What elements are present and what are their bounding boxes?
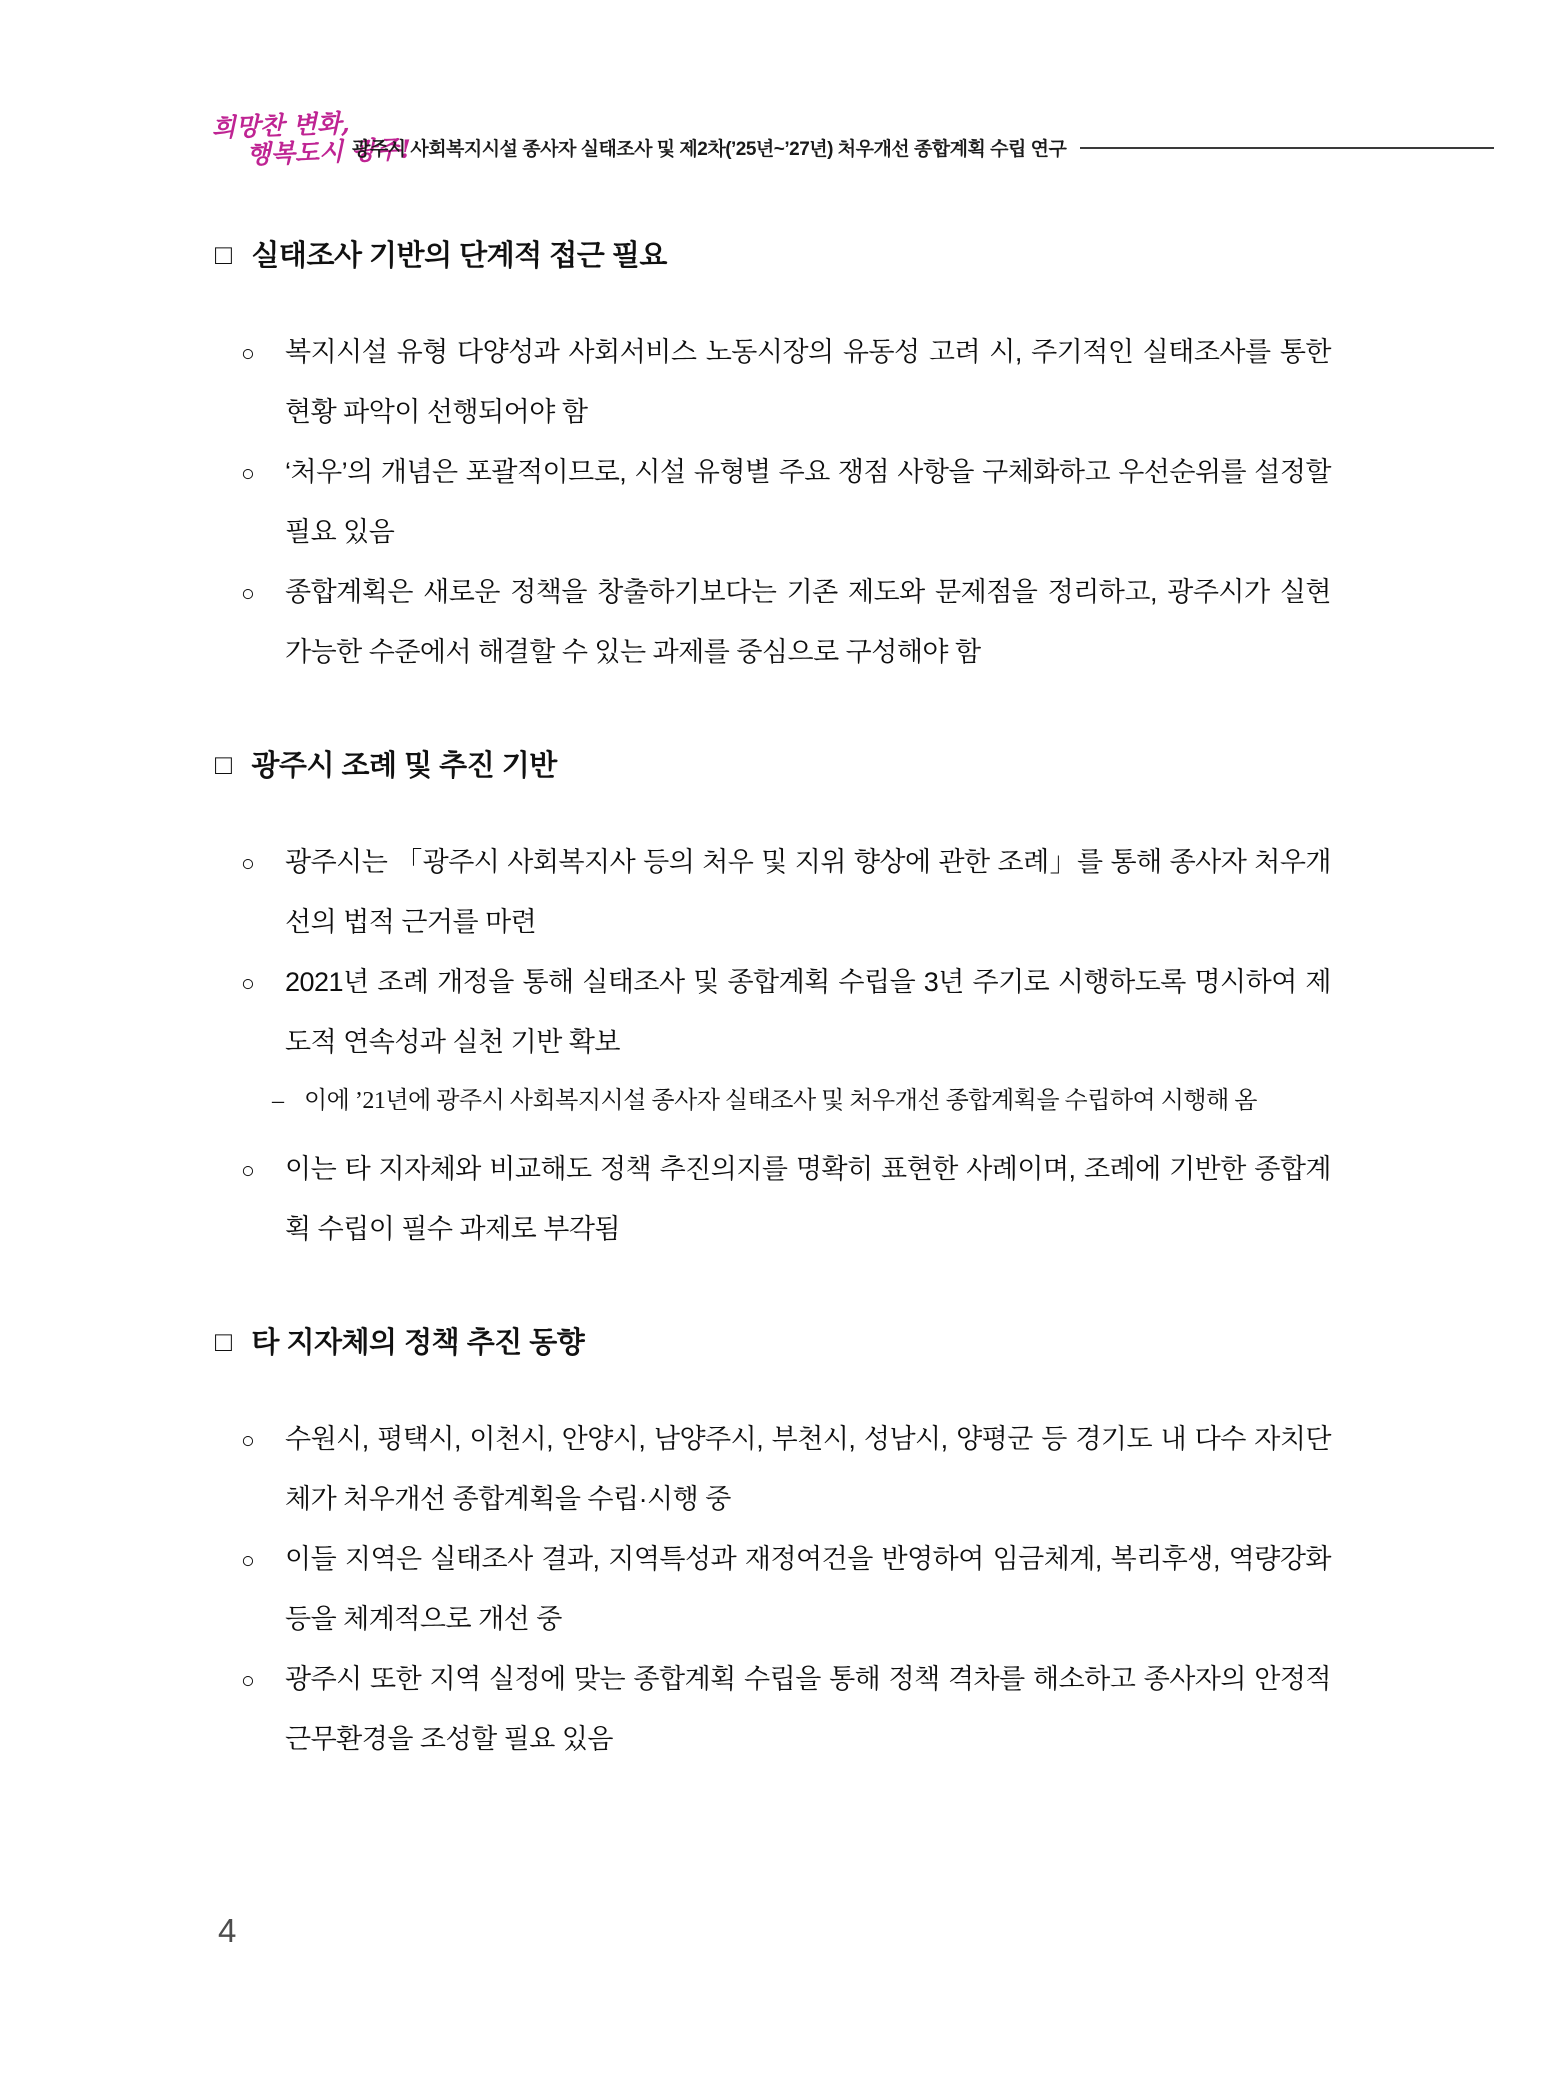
- bullet-text: 종합계획은 새로운 정책을 창출하기보다는 기존 제도와 문제점을 정리하고, 광주시가 실현 가능한 수준에서 해결할 수 있는 과제를 중심으로 구성해야 함: [285, 577, 1332, 667]
- bullet-item: [215, 442, 1331, 562]
- bullet-item: [215, 1139, 1331, 1259]
- section-other-municipal-trends: [215, 1323, 1331, 1769]
- header-title-row: [352, 134, 1494, 161]
- section-heading: [215, 1323, 1331, 1363]
- bullet-text: 수원시, 평택시, 이천시, 안양시, 남양주시, 부천시, 성남시, 양평군 등 경기도 내 다수 자치단체가 처우개선 종합계획을 수립·시행 중: [285, 1424, 1331, 1514]
- bullet-text: 복지시설 유형 다양성과 사회서비스 노동시장의 유동성 고려 시, 주기적인 실태조사를 통한 현황 파악이 선행되어야 함: [285, 337, 1331, 427]
- bullet-text: ‘처우’의 개념은 포괄적이므로, 시설 유형별 주요 쟁점 사항을 구체화하고 우선순위를 설정할 필요 있음: [285, 457, 1331, 547]
- square-marker-icon: □: [215, 1326, 232, 1357]
- section-survey-based-approach: [215, 236, 1331, 682]
- circle-marker-icon: ○: [241, 1427, 255, 1453]
- bullet-item: [215, 1649, 1331, 1769]
- bullet-item: [215, 952, 1331, 1072]
- square-marker-icon: □: [215, 749, 232, 780]
- logo-line-1: 희망찬 변화,: [211, 108, 351, 143]
- main-content: [215, 236, 1331, 1769]
- section-heading: [215, 746, 1331, 786]
- bullet-text: 광주시 또한 지역 실정에 맞는 종합계획 수립을 통해 정책 격차를 해소하고 종사자의 안정적 근무환경을 조성할 필요 있음: [285, 1664, 1331, 1754]
- logo-line-2: 행복도시 광주!: [246, 134, 412, 170]
- circle-marker-icon: ○: [241, 850, 255, 876]
- circle-marker-icon: ○: [241, 1667, 255, 1693]
- bullet-item: [215, 322, 1331, 442]
- page-header: [212, 110, 1494, 186]
- bullet-text: 이들 지역은 실태조사 결과, 지역특성과 재정여건을 반영하여 임금체계, 복리후생, 역량강화 등을 체계적으로 개선 중: [285, 1544, 1331, 1634]
- section-heading-text: 타 지자체의 정책 추진 동향: [251, 1327, 585, 1359]
- section-heading-text: 실태조사 기반의 단계적 접근 필요: [251, 240, 667, 272]
- sub-bullet-item: [215, 1074, 1331, 1129]
- bullet-item: [215, 832, 1331, 952]
- report-running-title: 광주시 사회복지시설 종사자 실태조사 및 제2차(’25년~’27년) 처우개선 종합계획 수립 연구: [352, 139, 1067, 160]
- sub-bullet-text: 이에 ’21년에 광주시 사회복지시설 종사자 실태조사 및 처우개선 종합계획을 수립하여 시행해 옴: [304, 1088, 1257, 1114]
- bullet-text: 광주시는 「광주시 사회복지사 등의 처우 및 지위 향상에 관한 조례」를 통해 종사자 처우개선의 법적 근거를 마련: [285, 847, 1331, 937]
- circle-marker-icon: ○: [241, 1547, 255, 1573]
- bullet-text: 2021년 조례 개정을 통해 실태조사 및 종합계획 수립을 3년 주기로 시행하도록 명시하여 제도적 연속성과 실천 기반 확보: [285, 967, 1331, 1057]
- bullet-text: 이는 타 지자체와 비교해도 정책 추진의지를 명확히 표현한 사례이며, 조례에 기반한 종합계획 수립이 필수 과제로 부각됨: [285, 1154, 1331, 1244]
- section-heading-text: 광주시 조례 및 추진 기반: [251, 750, 557, 782]
- circle-marker-icon: ○: [241, 460, 255, 486]
- bullet-item: [215, 562, 1331, 682]
- page-number: 4: [218, 1912, 237, 1949]
- bullet-item: [215, 1409, 1331, 1529]
- circle-marker-icon: ○: [241, 340, 255, 366]
- bullet-item: [215, 1529, 1331, 1649]
- section-heading: [215, 236, 1331, 276]
- circle-marker-icon: ○: [241, 580, 255, 606]
- dash-marker-icon: –: [272, 1088, 284, 1114]
- section-gwangju-ordinance: [215, 746, 1331, 1259]
- header-rule-line: [1080, 147, 1494, 149]
- square-marker-icon: □: [215, 239, 232, 270]
- circle-marker-icon: ○: [241, 1157, 255, 1183]
- circle-marker-icon: ○: [241, 970, 255, 996]
